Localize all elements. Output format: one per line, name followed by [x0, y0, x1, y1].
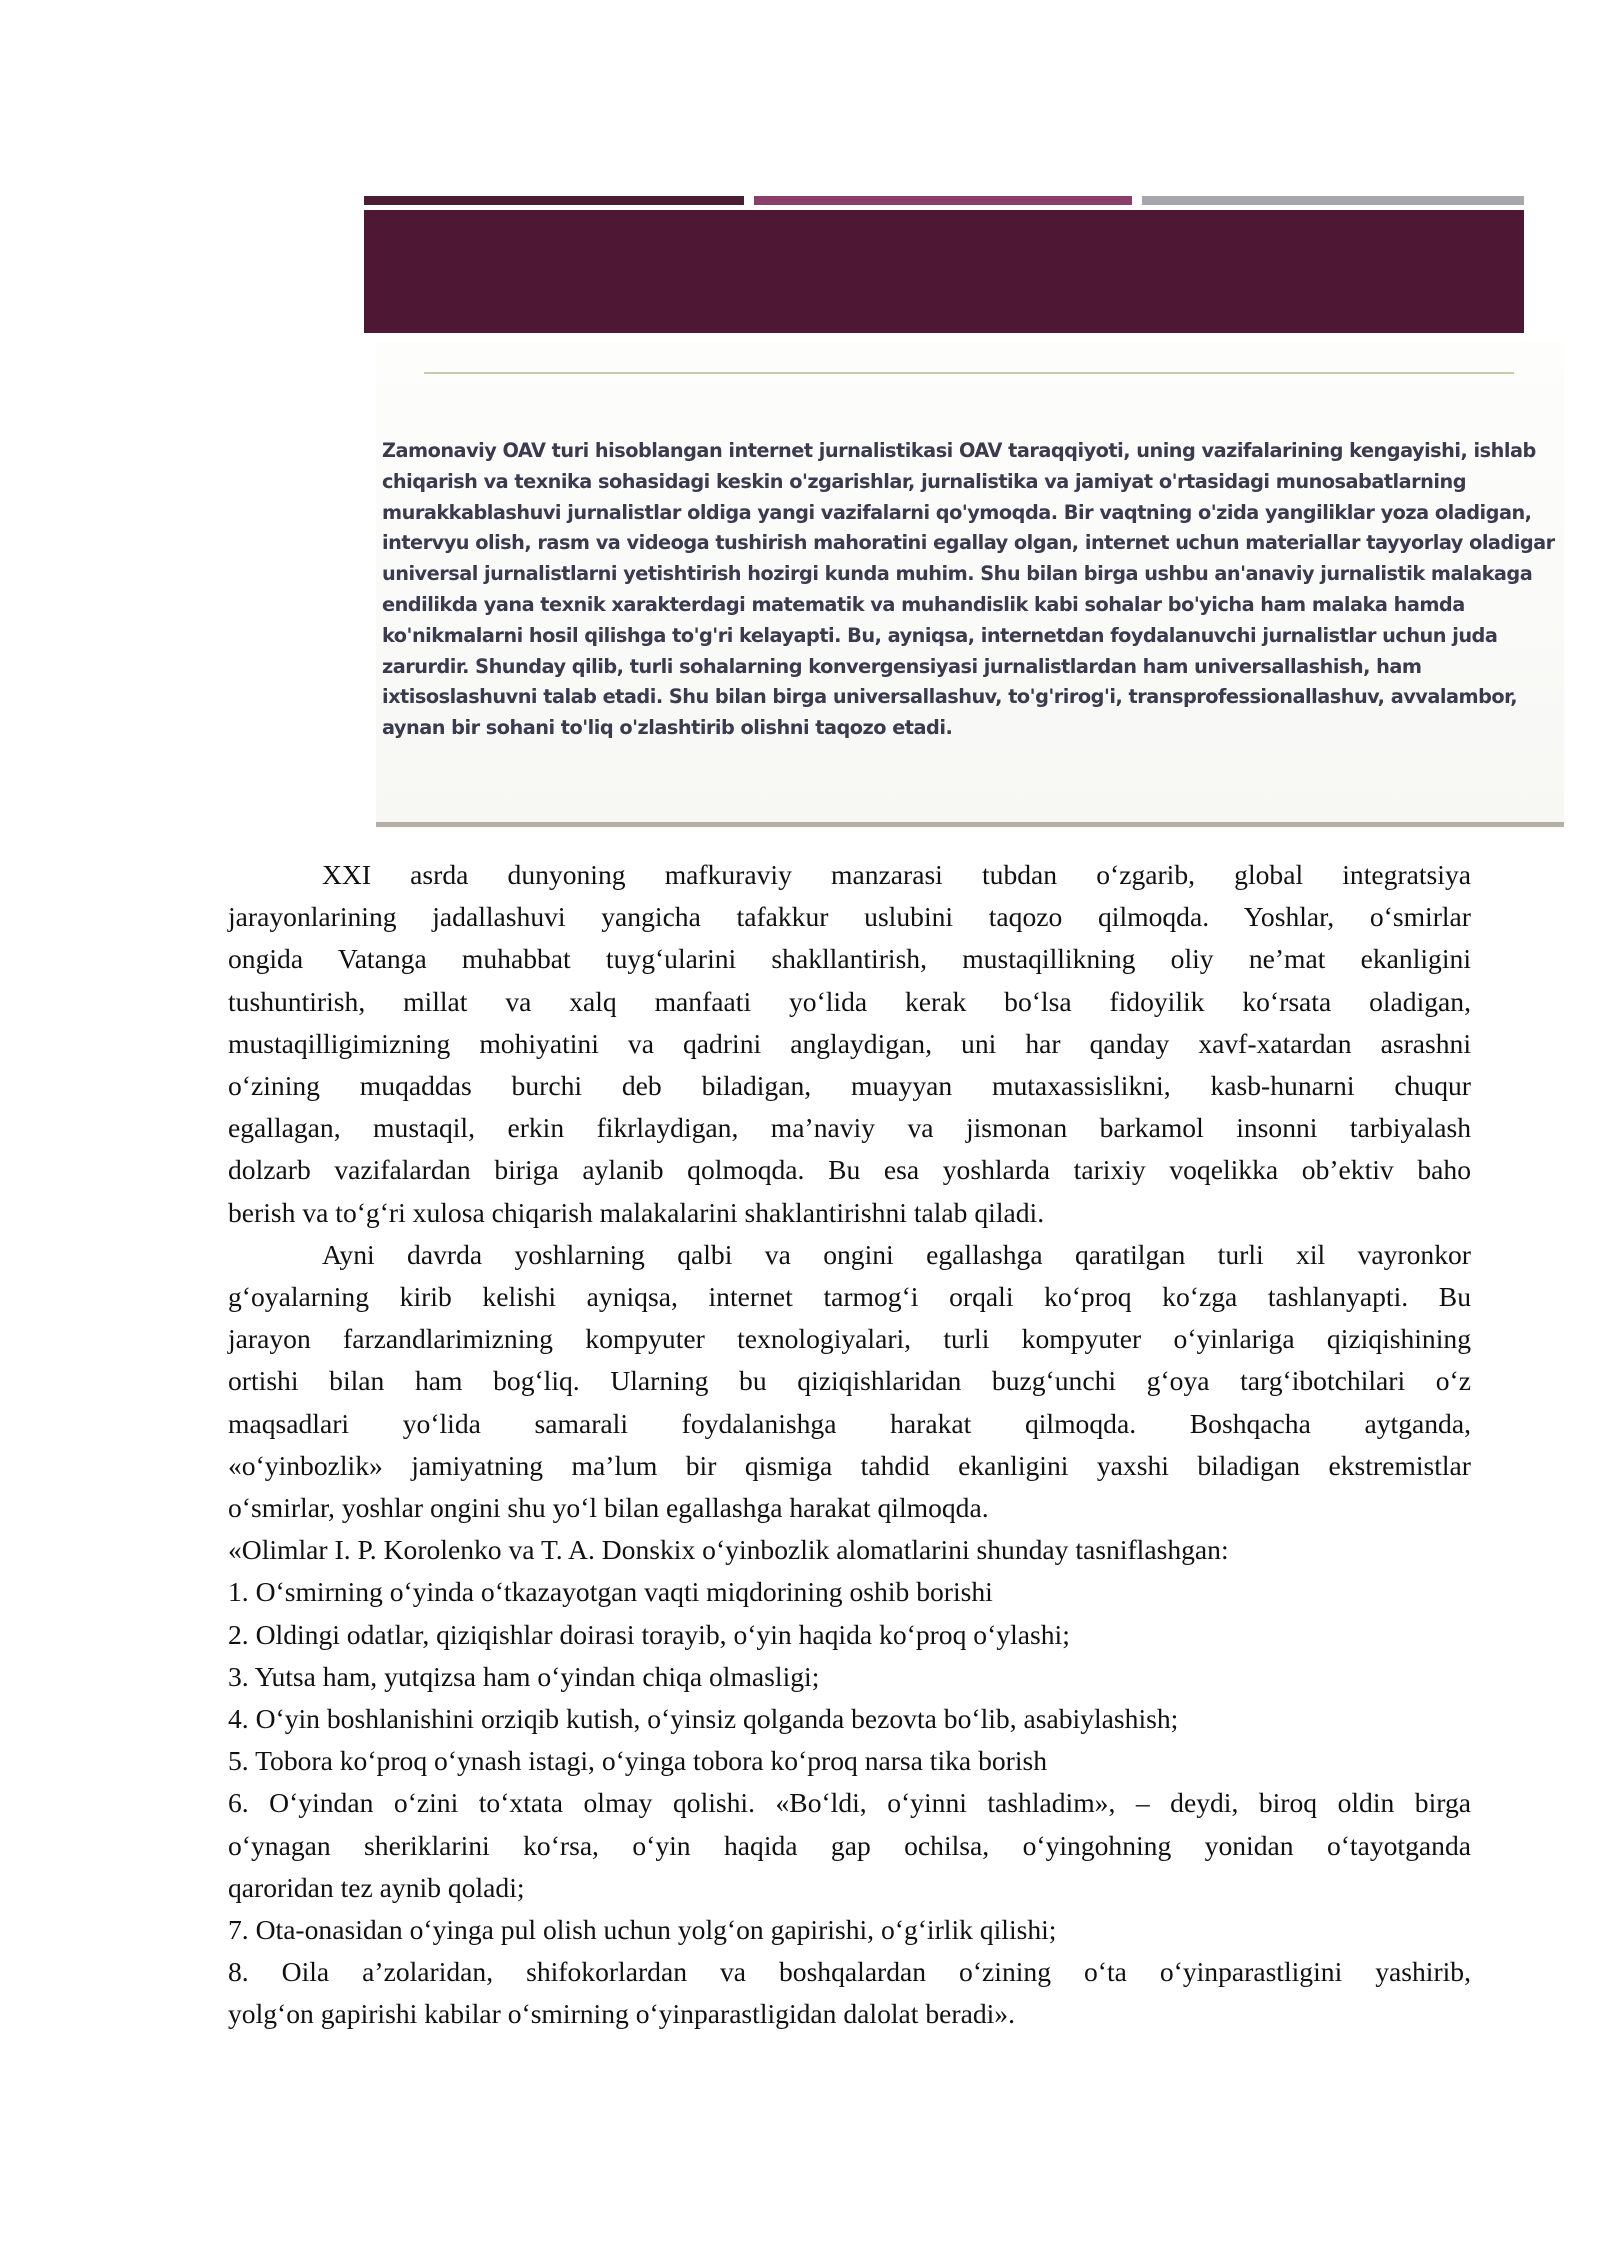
- list-item: 2. Oldingi odatlar, qiziqishlar doirasi torayib, o‘yin haqida ko‘proq o‘ylashi;: [228, 1618, 1070, 1650]
- paragraph-line: o‘smirlar, yoshlar ongini shu yo‘l bilan egallashga harakat qilmoqda.: [228, 1492, 989, 1524]
- list-item-continued: yolg‘on gapirishi kabilar o‘smirning o‘yinparastligidan dalolat beradi».: [228, 1998, 1016, 2030]
- slide-text-line: universal jurnalistlarni yetishtirish hozirgi kunda muhim. Shu bilan birga ushbu an'anaviy jurnalistik malakaga: [382, 562, 1533, 586]
- slide-accent-stripe: [1142, 196, 1524, 205]
- list-item-continued: o‘ynagan sheriklarini ko‘rsa, o‘yin haqida gap ochilsa, o‘yingohning yonidan o‘tayotganda: [228, 1829, 1471, 1861]
- paragraph-line: tushuntirish, millat va xalq manfaati yo‘lida kerak bo‘lsa fidoyilik ko‘rsata oladigan,: [228, 985, 1471, 1017]
- list-item-continued: qaroridan tez aynib qoladi;: [228, 1871, 525, 1903]
- list-item: 6. O‘yindan o‘zini to‘xtata olmay qolishi. «Bo‘ldi, o‘yinni tashladim», – deydi, biroq oldin birga: [228, 1787, 1471, 1819]
- paragraph-line: XXI asrda dunyoning mafkuraviy manzarasi tubdan o‘zgarib, global integratsiya: [322, 859, 1471, 890]
- slide-text-line: murakkablashuvi jurnalistlar oldiga yangi vazifalarni qo'ymoqda. Bir vaqtning o'zida yangiliklar yoza oladigan,: [382, 500, 1532, 524]
- list-item: 3. Yutsa ham, yutqizsa ham o‘yindan chiqa olmasligi;: [228, 1660, 820, 1692]
- slide-text-line: chiqarish va texnika sohasidagi keskin o'zgarishlar, jurnalistika va jamiyat o'rtasidagi munosabatlarning: [382, 469, 1467, 493]
- paragraph-line: Ayni davrda yoshlarning qalbi va ongini egallashga qaratilgan turli xil vayronkor: [322, 1238, 1471, 1270]
- list-item: 7. Ota-onasidan o‘yinga pul olish uchun yolg‘on gapirishi, o‘g‘irlik qilishi;: [228, 1914, 1057, 1946]
- paragraph-line: berish va to‘g‘ri xulosa chiqarish malakalarini shaklantirishni talab qiladi.: [228, 1196, 1045, 1228]
- slide-accent-stripe: [754, 196, 1132, 205]
- slide-divider: [424, 372, 1514, 374]
- slide-accent-stripe: [364, 196, 744, 205]
- slide-text-line: endilikda yana texnik xarakterdagi matematik va muhandislik kabi sohalar bo'yicha ham malaka hamda: [382, 592, 1465, 616]
- document-body: [228, 854, 1471, 2036]
- slide-body-text: [382, 436, 1562, 744]
- slide-text-line: Zamonaviy OAV turi hisoblangan internet jurnalistikasi OAV taraqqiyoti, uning vazifalarining kengayishi, ishlab: [382, 439, 1536, 462]
- paragraph-line: maqsadlari yo‘lida samarali foydalanishga harakat qilmoqda. Boshqacha aytganda,: [228, 1407, 1471, 1439]
- slide-text-line: zarurdir. Shunday qilib, turli sohalarning konvergensiyasi jurnalistlardan ham universallashish, ham: [382, 654, 1422, 678]
- slide-text-line: ixtisoslashuvni talab etadi. Shu bilan birga universallashuv, to'g'rirog'i, transprofessionallashuv, avvalambor,: [382, 685, 1518, 709]
- paragraph-line: o‘zining muqaddas burchi deb biladigan, muayyan mutaxassislikni, kasb-hunarni chuqur: [228, 1070, 1471, 1102]
- paragraph-line: jarayonlarining jadallashuvi yangicha tafakkur uslubini taqozo qilmoqda. Yoshlar, o‘smirlar: [228, 901, 1471, 933]
- paragraph-line: jarayon farzandlarimizning kompyuter texnologiyalari, turli kompyuter o‘yinlariga qiziqishining: [228, 1323, 1471, 1355]
- paragraph-line: ongida Vatanga muhabbat tuyg‘ularini shakllantirish, mustaqillikning oliy ne’mat ekanligini: [228, 943, 1471, 975]
- list-intro: «Olimlar I. P. Korolenko va T. A. Donskix o‘yinbozlik alomatlarini shunday tasniflashgan:: [228, 1534, 1229, 1566]
- paragraph-line: ortishi bilan ham bog‘liq. Ularning bu qiziqishlaridan buzg‘unchi g‘oya targ‘ibotchilari o‘z: [228, 1365, 1471, 1397]
- paragraph-line: egallagan, mustaqil, erkin fikrlaydigan, ma’naviy va jismonan barkamol insonni tarbiyalash: [228, 1112, 1471, 1144]
- paragraph-line: «o‘yinbozlik» jamiyatning ma’lum bir qismiga tahdid ekanligini yaxshi biladigan ekstremistlar: [228, 1449, 1471, 1481]
- slide-text-line: aynan bir sohani to'liq o'zlashtirib olishni taqozo etadi.: [382, 716, 953, 740]
- paragraph-line: g‘oyalarning kirib kelishi ayniqsa, internet tarmog‘i orqali ko‘proq ko‘zga tashlanyapti. Bu: [228, 1281, 1471, 1313]
- slide-bottom-rule: [376, 822, 1564, 827]
- slide-text-line: intervyu olish, rasm va videoga tushirish mahoratini egallay olgan, internet uchun materiallar tayyorlay oladigar: [382, 531, 1555, 555]
- slide-title-bar: [364, 210, 1524, 333]
- list-item: 8. Oila a’zolaridan, shifokorlardan va boshqalardan o‘zining o‘ta o‘yinparastligini yashirib,: [228, 1956, 1471, 1988]
- list-item: 5. Tobora ko‘proq o‘ynash istagi, o‘yinga tobora ko‘proq narsa tika borish: [228, 1745, 1048, 1777]
- paragraph-line: mustaqilligimizning mohiyatini va qadrini anglaydigan, uni har qanday xavf-xatardan asrashni: [228, 1027, 1471, 1059]
- list-item: 4. O‘yin boshlanishini orziqib kutish, o‘yinsiz qolganda bezovta bo‘lib, asabiylashish;: [228, 1703, 1179, 1735]
- paragraph-line: dolzarb vazifalardan biriga aylanib qolmoqda. Bu esa yoshlarda tarixiy voqelikka ob’ektiv baho: [228, 1154, 1471, 1186]
- list-item: 1. O‘smirning o‘yinda o‘tkazayotgan vaqti miqdorining oshib borishi: [228, 1576, 993, 1608]
- embedded-slide-image: [364, 196, 1564, 834]
- slide-text-line: ko'nikmalarni hosil qilishga to'g'ri kelayapti. Bu, ayniqsa, internetdan foydalanuvchi jurnalistlar uchun juda: [382, 623, 1498, 647]
